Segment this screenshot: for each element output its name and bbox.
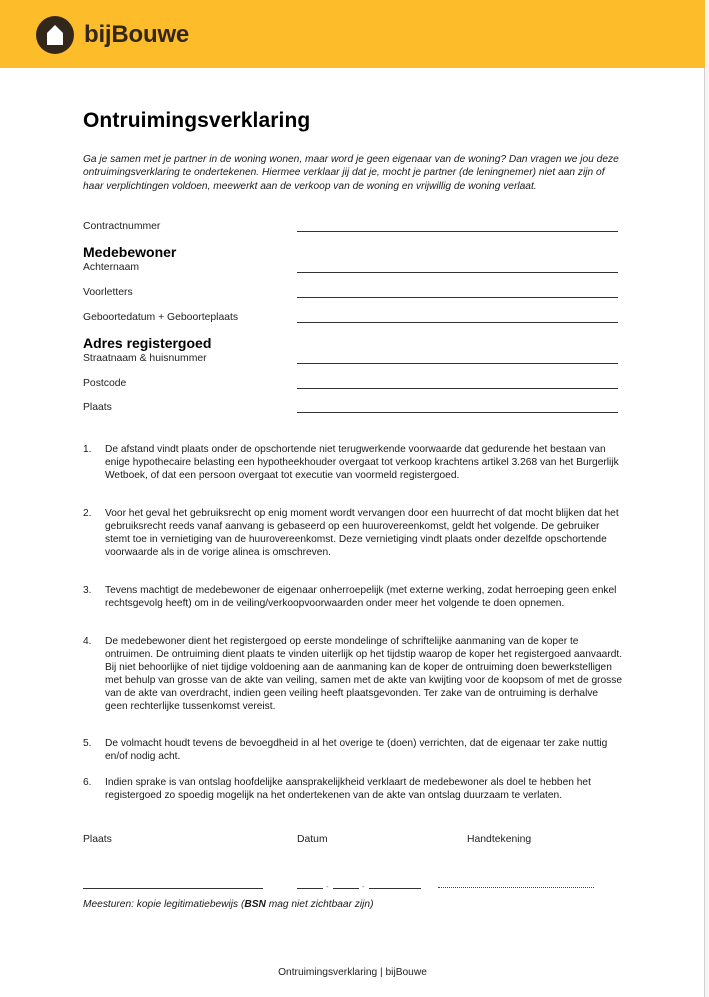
plaats-label: Plaats [83,402,112,413]
clause-item [83,584,623,610]
plaats-field[interactable] [297,412,618,413]
geboorte-label: Geboortedatum + Geboorteplaats [83,312,239,323]
signature-field[interactable] [438,887,594,888]
clause-item [83,776,623,802]
clause-item [83,507,623,559]
date-day-field[interactable] [297,888,323,889]
date-month-field[interactable] [333,888,359,889]
postcode-label: Postcode [83,378,127,389]
clause-number: 3. [83,585,92,596]
clause-number: 4. [83,636,92,647]
brand-name: bijBouwe [84,21,190,48]
brand-header [0,0,705,68]
clause-text: De afstand vindt plaats onder de opschortende niet terugwerkende voorwaarde dat gedurende het bestaan van enige hypothecaire belasting een hypotheekhouder overgaat tot verkoop krachtens artikel 3.268 van het Burgerlijk Wetboek, of dat een persoon overgaat tot executie van voormeld registergoed. [105,444,619,482]
note-prefix: Meesturen: kopie legitimatiebewijs ( [83,899,245,910]
clause-number: 5. [83,738,92,749]
voorletters-field[interactable] [297,297,618,298]
note-bold: BSN [244,899,266,910]
clause-text: Indien sprake is van ontslag hoofdelijke aansprakelijkheid verklaart de medebewoner als doel te hebben het registergoed zo spoedig mogelijk na het ondertekenen van de akte van ontslag duurzaam te verlaten. [105,777,591,802]
achternaam-field[interactable] [297,272,618,273]
geboorte-field[interactable] [297,322,618,323]
contract-number-label: Contractnummer [83,221,161,232]
clause-item [83,443,623,482]
clause-text: De volmacht houdt tevens de bevoegdheid in al het overige te (doen) verrichten, dat de eigenaar ter zake nuttig en/of nodig acht. [105,738,608,763]
postcode-field[interactable] [297,388,618,389]
brand-logo [36,16,189,54]
page-footer: Ontruimingsverklaring | bijBouwe [278,967,427,978]
date-year-field[interactable] [369,888,421,889]
date-separator: - [362,882,365,891]
clause-item [83,737,623,763]
document-title: Ontruimingsverklaring [83,109,311,132]
clause-number: 6. [83,777,92,788]
signature-date-label: Datum [297,834,328,845]
straatnaam-field[interactable] [297,363,618,364]
signature-place-field[interactable] [83,888,263,889]
clause-number: 1. [83,444,92,455]
medebewoner-heading: Medebewoner [83,244,177,260]
clause-number: 2. [83,508,92,519]
clause-text: Voor het geval het gebruiksrecht op enig moment wordt vervangen door een huurrecht of dat mocht blijken dat het gebruiksrecht reeds vanaf aanvang is gebaseerd op een huurovereenkomst, geldt het volgende. De gebruiker stemt toe in vernietiging van de huurovereenkomst. Deze vernietiging vindt plaats onder dezelfde opschortende voorwaarde als in de vorige alinea is omschreven. [105,508,619,559]
voorletters-label: Voorletters [83,287,133,298]
adres-heading: Adres registergoed [83,335,212,351]
note-suffix: mag niet zichtbaar zijn) [265,899,374,910]
contract-number-field[interactable] [297,231,618,232]
signature-place-label: Plaats [83,834,112,845]
date-separator: - [326,882,329,891]
intro-text: Ga je samen met je partner in de woning wonen, maar word je geen eigenaar van de woning? Dan vragen we jou deze ontruimingsverklaring te ondertekenen. Hiermee verklaar jij dat je, mocht je partner (de leningnemer) niet aan zijn of haar verplichtingen voldoen, meewerkt aan de verkoop van de woning en vrijwillig de woning verlaat. [83,154,619,192]
attachment-note [83,899,373,910]
house-icon [36,16,74,54]
clause-text: Tevens machtigt de medebewoner de eigenaar onherroepelijk (met externe werking, zodat herroeping geen enkel rechtsgevolg heeft) om in de veiling/verkoopvoorwaarden onder meer het volgende te doen opnemen. [105,585,617,610]
signature-sign-label: Handtekening [467,834,532,845]
achternaam-label: Achternaam [83,262,140,273]
clause-item [83,635,623,714]
straatnaam-label: Straatnaam & huisnummer [83,353,207,364]
clause-text: De medebewoner dient het registergoed op eerste mondelinge of schriftelijke aanmaning van de koper te ontruimen. De ontruiming dient plaats te vinden uiterlijk op het tijdstip waarop de koper het registergoed aanvaardt. Bij niet behoorlijke of niet tijdige voldoening aan de aanmaning kan de koper de ontruiming doen bewerkstelligen met behulp van grosse van de akte van veiling, samen met de akte van kwijting voor de koopsom of met de grosse van de akte van overdracht, indien geen veiling heeft plaatsgevonden. Ter zake van de ontruiming is derhalve geen rechterlijke tussenkomst vereist. [105,636,623,713]
